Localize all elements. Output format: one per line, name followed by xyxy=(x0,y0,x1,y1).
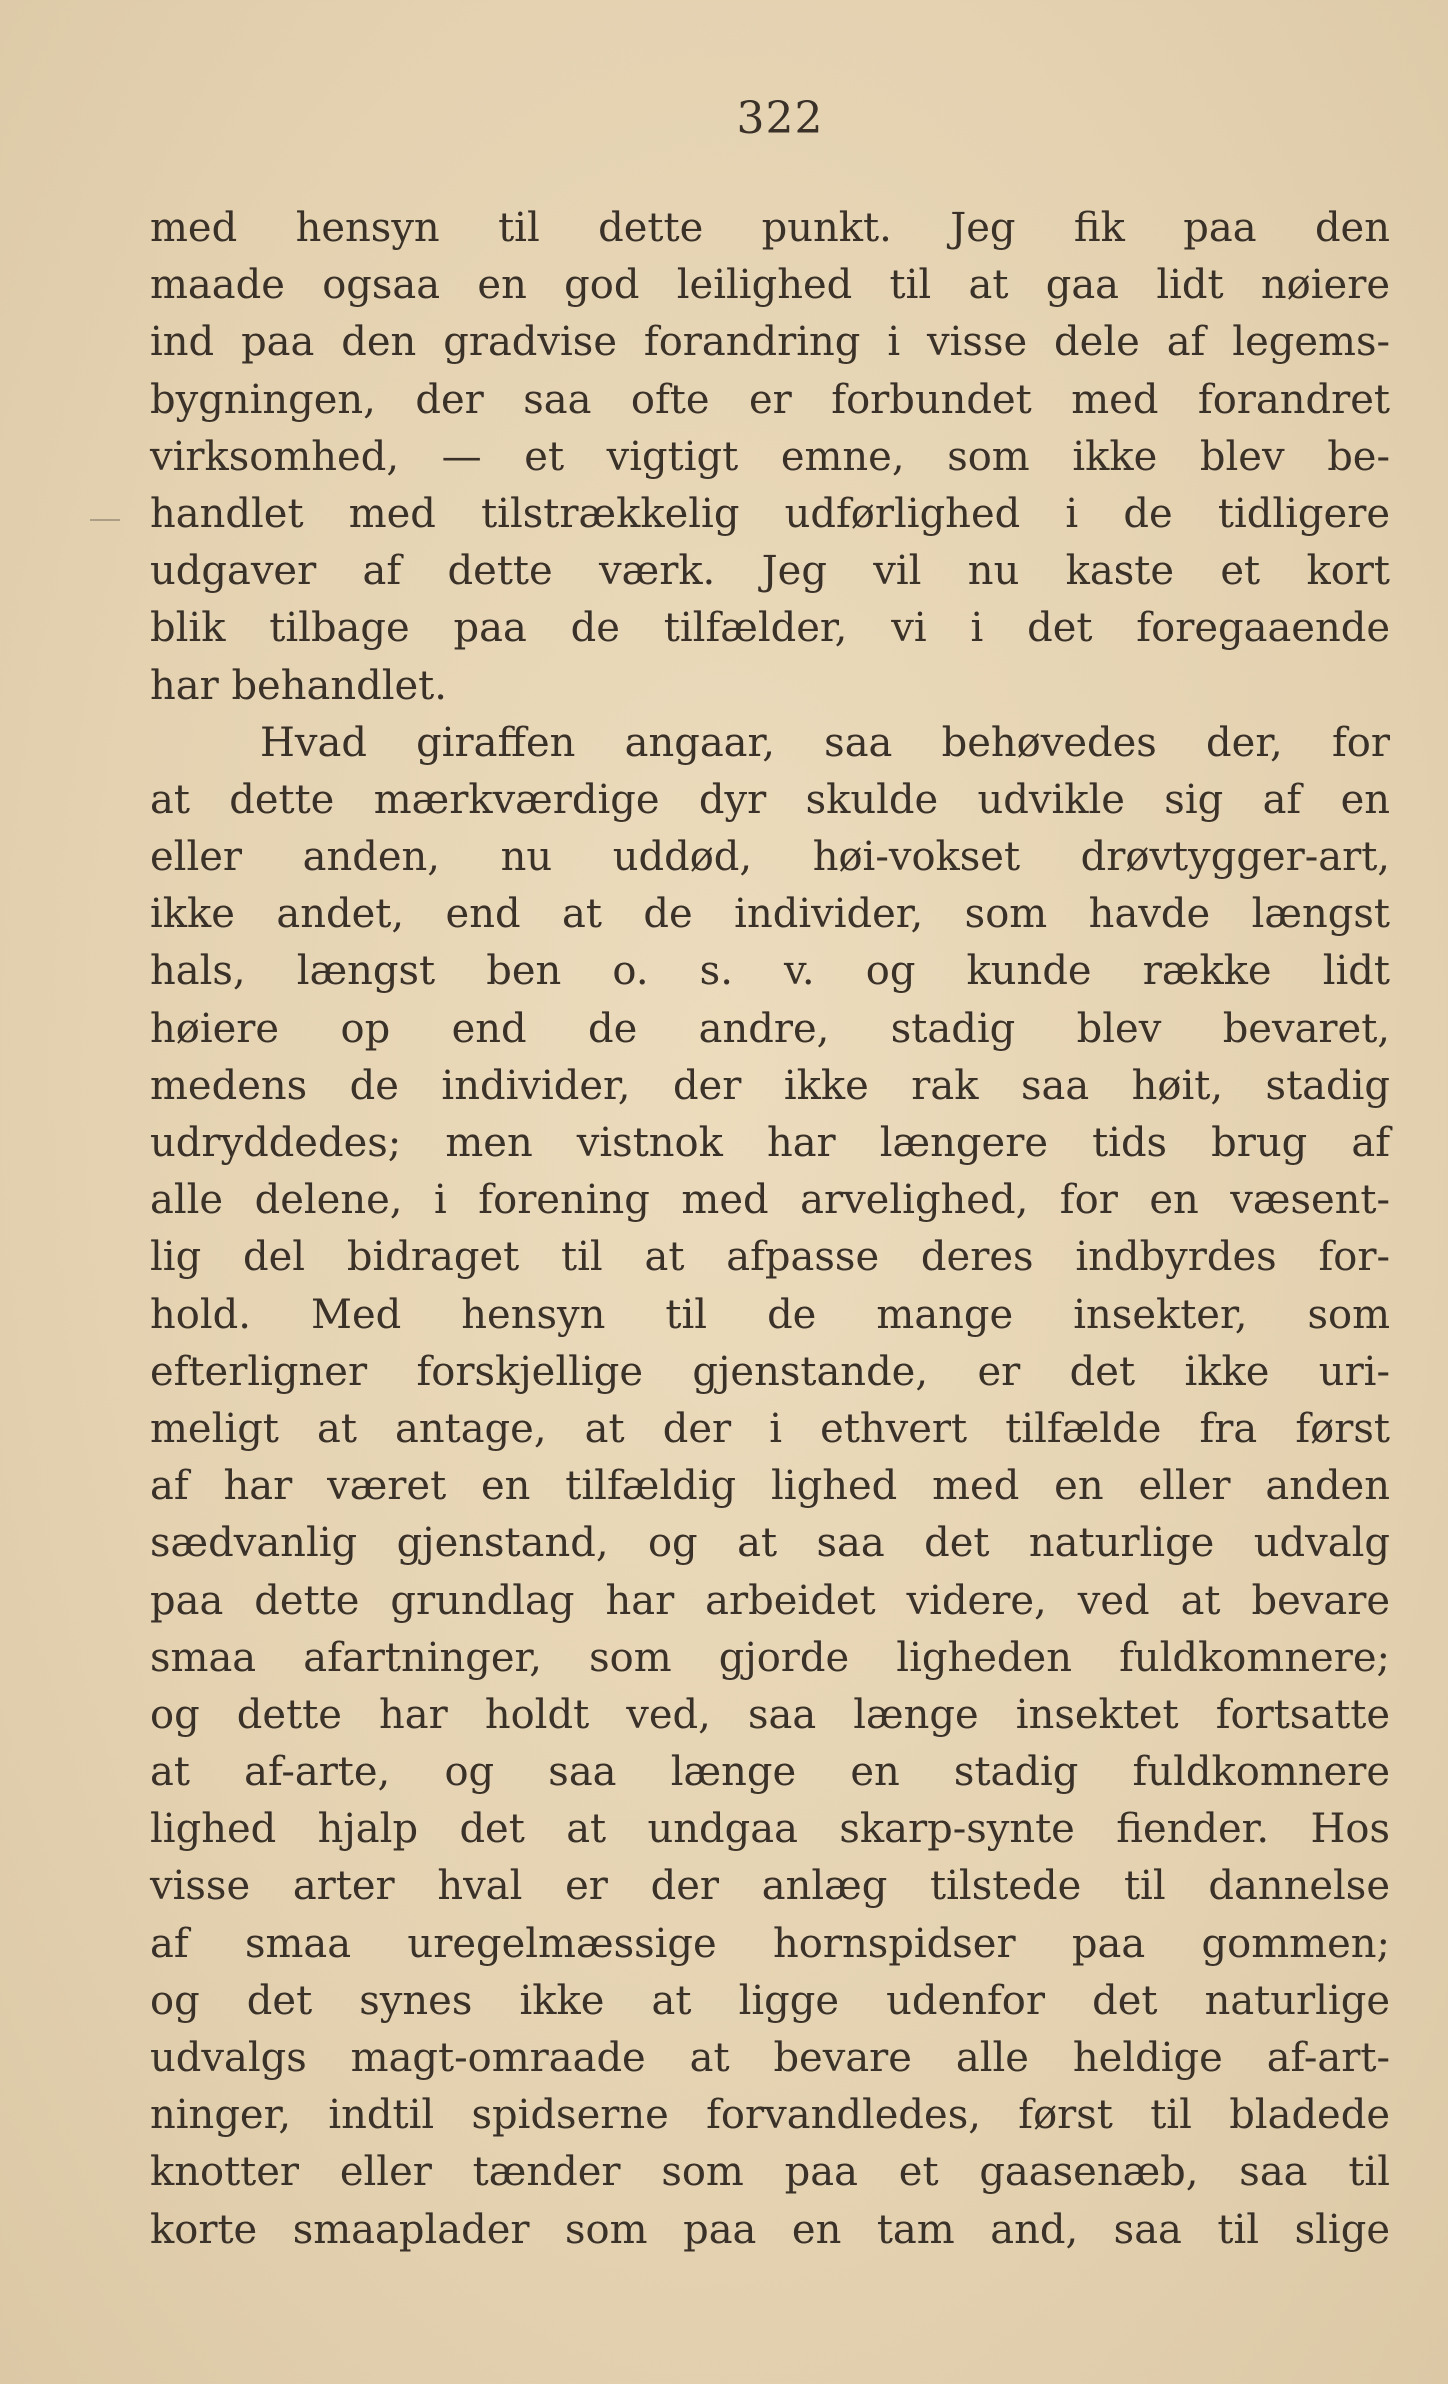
text-line: visse arter hval er der anlæg tilstede til dannelse xyxy=(150,1863,1390,1910)
text-line: knotter eller tænder som paa et gaasenæb, saa til xyxy=(150,2149,1390,2196)
text-line: udvalgs magt-omraade at bevare alle heldige af-art- xyxy=(150,2035,1390,2081)
page-number: 322 xyxy=(736,93,824,144)
text-line: og dette har holdt ved, saa længe insektet fortsatte xyxy=(150,1691,1390,1738)
text-line: lighed hjalp det at undgaa skarp-synte fiender. Hos xyxy=(150,1806,1390,1853)
text-line: udgaver af dette værk. Jeg vil nu kaste et kort xyxy=(150,548,1390,595)
text-line: alle delene, i forening med arvelighed, for en væsent- xyxy=(150,1177,1390,1224)
text-line: korte smaaplader som paa en tam and, saa til slige xyxy=(150,2206,1390,2253)
text-line: af smaa uregelmæssige hornspidser paa gommen; xyxy=(150,1920,1390,1967)
text-line: maade ogsaa en god leilighed til at gaa lidt nøiere xyxy=(150,262,1390,309)
text-line: ikke andet, end at de individer, som havde længst xyxy=(150,891,1390,938)
text-line: af har været en tilfældig lighed med en eller anden xyxy=(150,1463,1390,1510)
text-line: ind paa den gradvise forandring i visse dele af legems- xyxy=(150,319,1390,366)
text-line: ninger, indtil spidserne forvandledes, først til bladede xyxy=(150,2092,1390,2139)
text-line: at dette mærkværdige dyr skulde udvikle sig af en xyxy=(150,776,1390,823)
text-line: udryddedes; men vistnok har længere tids brug af xyxy=(150,1120,1390,1166)
text-line: paa dette grundlag har arbeidet videre, ved at bevare xyxy=(150,1577,1390,1624)
text-line: meligt at antage, at der i ethvert tilfælde fra først xyxy=(150,1405,1390,1452)
text-line: hold. Med hensyn til de mange insekter, som xyxy=(150,1291,1390,1338)
body-text xyxy=(150,200,1390,2259)
text-line: bygningen, der saa ofte er forbundet med forandret xyxy=(150,376,1390,423)
text-line: smaa afartninger, som gjorde ligheden fuldkomnere; xyxy=(150,1634,1390,1681)
margin-mark xyxy=(90,519,120,521)
text-line: hals, længst ben o. s. v. og kunde række lidt xyxy=(150,948,1390,995)
text-line: Hvad giraffen angaar, saa behøvedes der, for xyxy=(260,719,1390,766)
text-line: og det synes ikke at ligge udenfor det naturlige xyxy=(150,1977,1390,2024)
text-line: blik tilbage paa de tilfælder, vi i det foregaaende xyxy=(150,605,1390,652)
text-line: høiere op end de andre, stadig blev bevaret, xyxy=(150,1005,1390,1052)
text-line: virksomhed, — et vigtigt emne, som ikke blev be- xyxy=(150,433,1390,480)
text-line: at af-arte, og saa længe en stadig fuldkomnere xyxy=(150,1749,1390,1796)
text-line: sædvanlig gjenstand, og at saa det naturlige udvalg xyxy=(150,1520,1390,1567)
text-line: med hensyn til dette punkt. Jeg fik paa den xyxy=(150,205,1390,251)
text-line: har behandlet. xyxy=(150,662,447,709)
text-line: efterligner forskjellige gjenstande, er det ikke uri- xyxy=(150,1348,1390,1395)
text-line: lig del bidraget til at afpasse deres indbyrdes for- xyxy=(150,1234,1390,1281)
text-line: handlet med tilstrækkelig udførlighed i de tidligere xyxy=(150,490,1390,537)
text-line: eller anden, nu uddød, høi-vokset drøvtygger-art, xyxy=(150,834,1390,881)
text-line: medens de individer, der ikke rak saa høit, stadig xyxy=(150,1062,1390,1109)
